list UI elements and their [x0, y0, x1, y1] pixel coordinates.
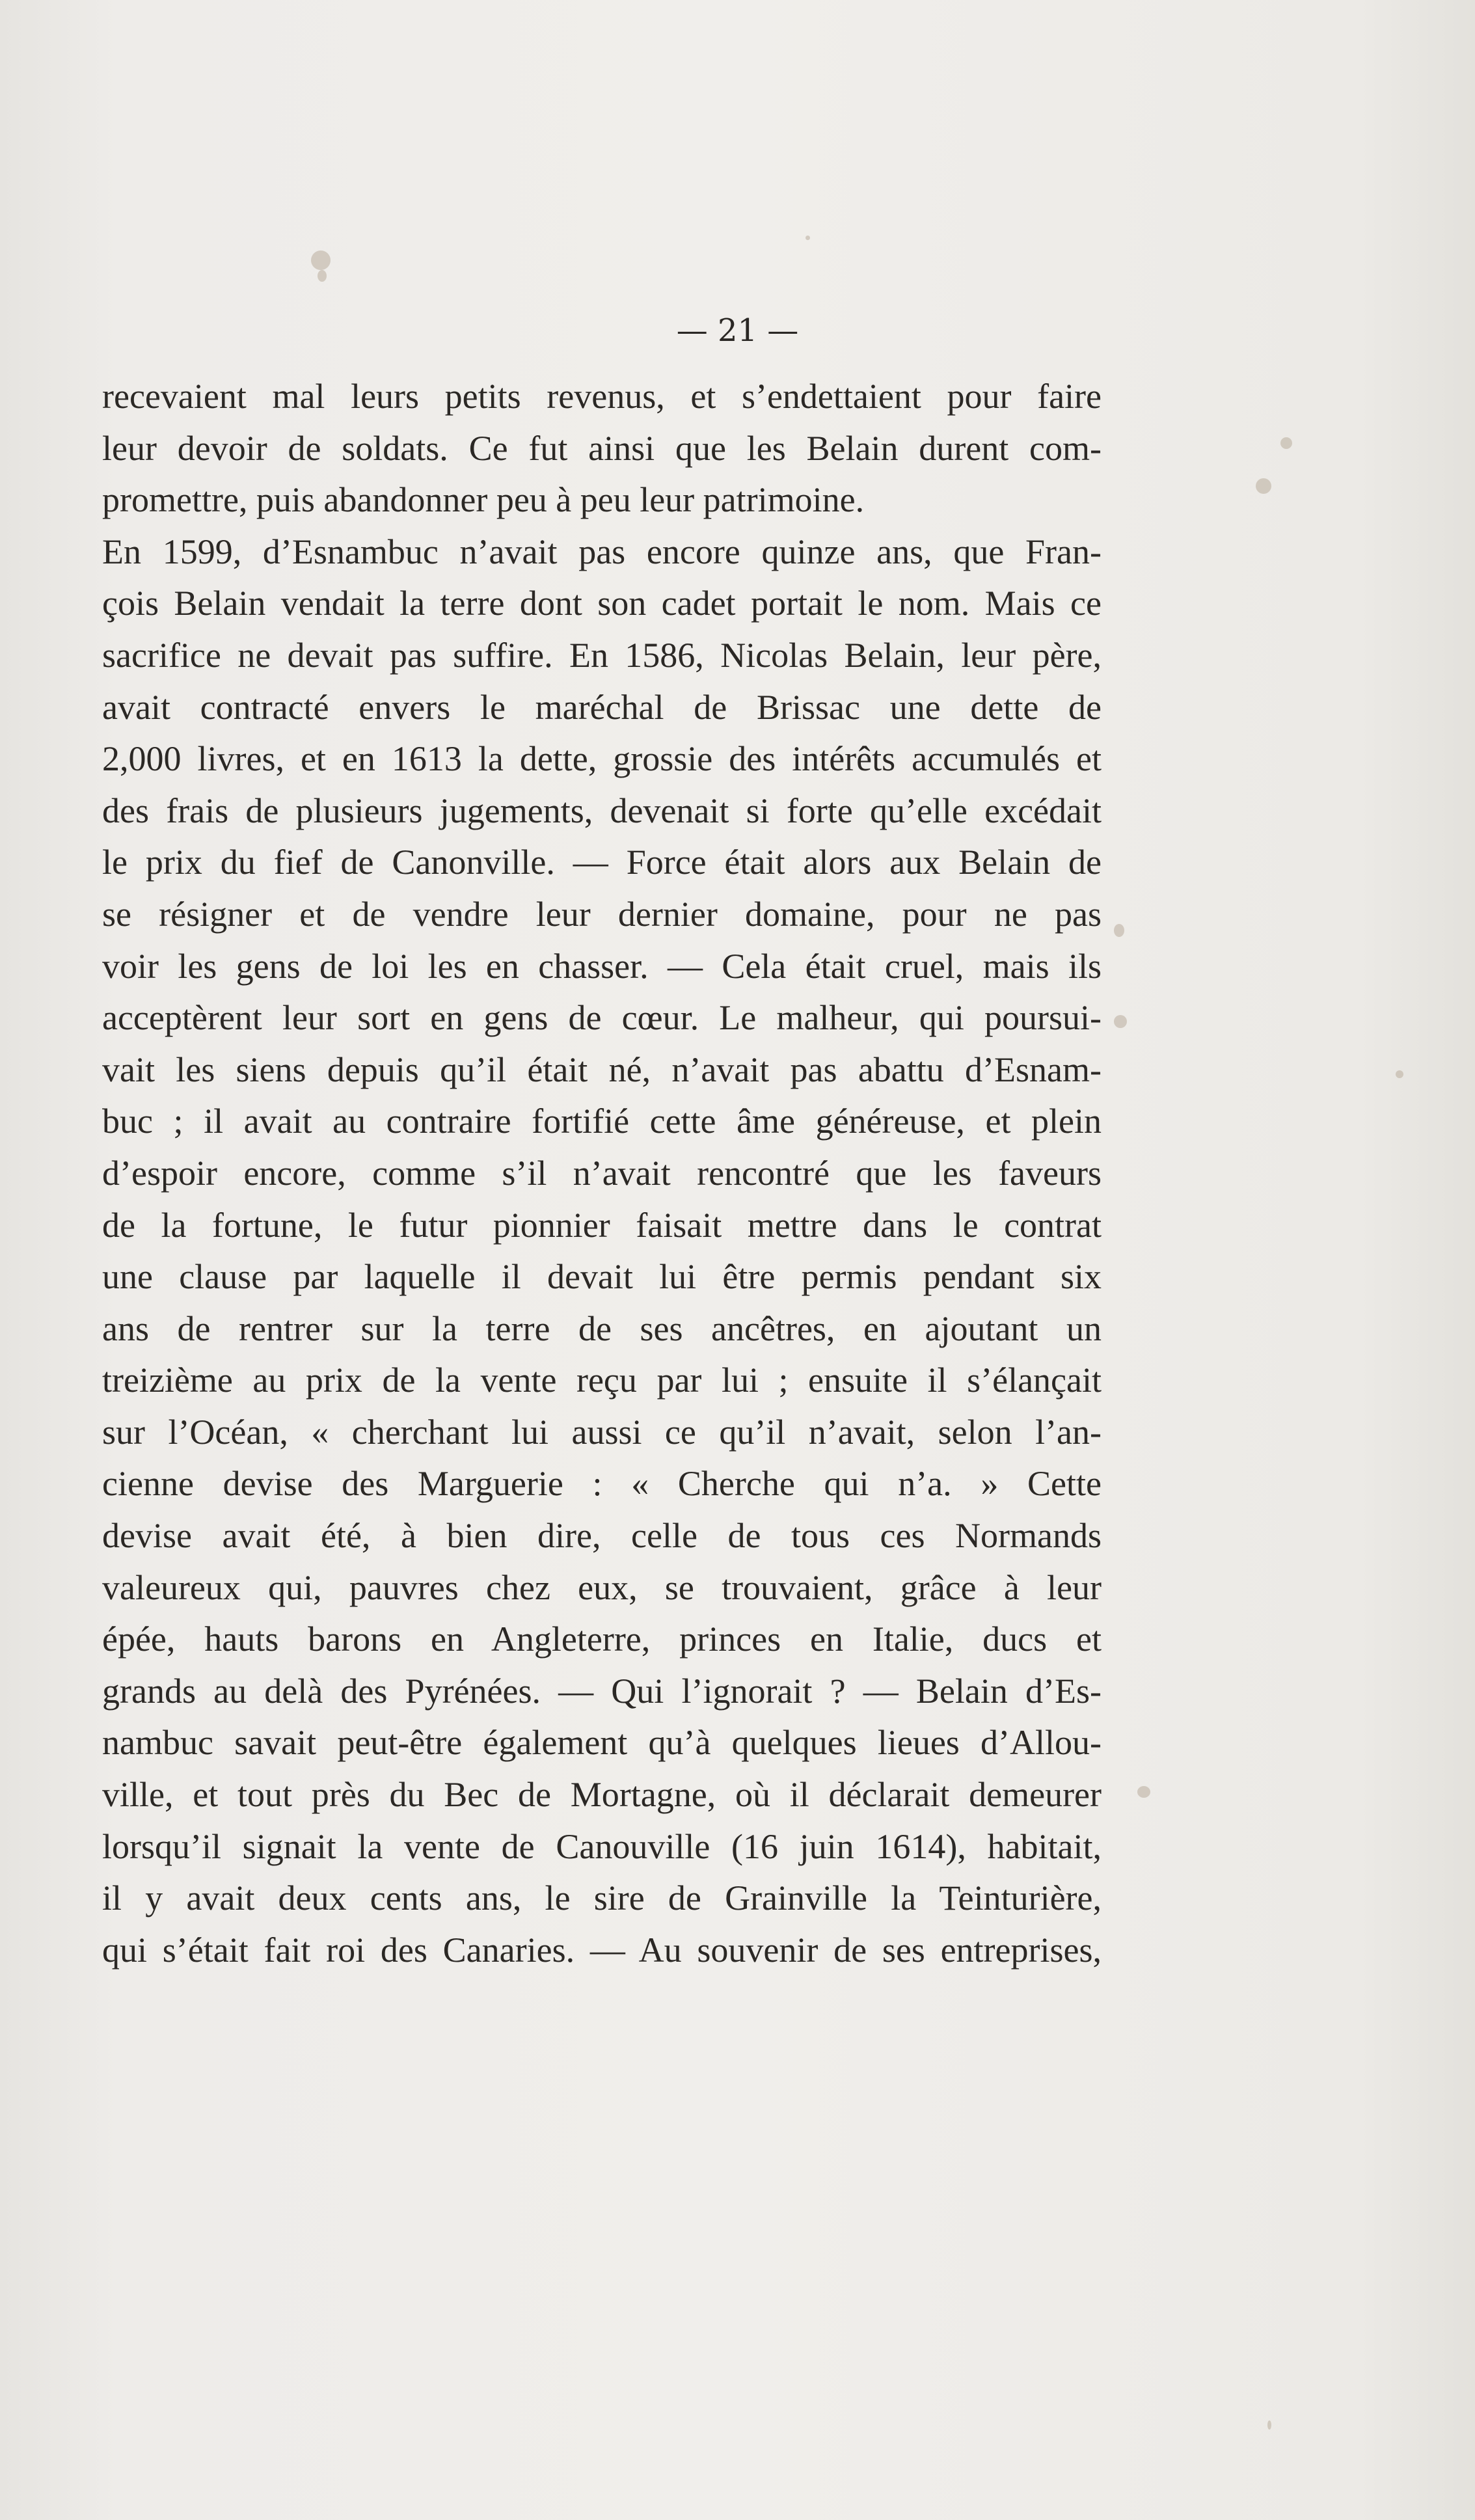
text-line: des frais de plusieurs jugements, devenait si forte qu’elle excédait [102, 791, 1102, 830]
text-line: nambuc savait peut-être également qu’à quelques lieues d’Allou- [102, 1723, 1102, 1763]
text-line: cienne devise des Marguerie : « Cherche qui n’a. » Cette [102, 1464, 1102, 1504]
foxing-spot [1396, 1070, 1403, 1078]
foxing-spot [318, 270, 327, 282]
text-line: lorsqu’il signait la vente de Canouville (16 juin 1614), habitait, [102, 1826, 1102, 1866]
text-line: voir les gens de loi les en chasser. — Cela était cruel, mais ils [102, 946, 1102, 986]
text-line: buc ; il avait au contraire fortifié cette âme généreuse, et plein [102, 1102, 1102, 1141]
text-line: qui s’était fait roi des Canaries. — Au souvenir de ses entreprises, [102, 1930, 1102, 1970]
text-line: En 1599, d’Esnambuc n’avait pas encore quinze ans, que Fran- [102, 532, 1102, 571]
foxing-spot [1256, 478, 1271, 494]
text-line: ans de rentrer sur la terre de ses ancêtres, en ajoutant un [102, 1308, 1102, 1348]
text-line: treizième au prix de la vente reçu par lui ; ensuite il s’élançait [102, 1361, 1102, 1400]
text-line: leur devoir de soldats. Ce fut ainsi que les Belain durent com- [102, 428, 1102, 468]
foxing-spot [805, 236, 810, 240]
text-line: sacrifice ne devait pas suffire. En 1586, Nicolas Belain, leur père, [102, 635, 1102, 675]
body-text [102, 371, 1102, 1976]
text-line: valeureux qui, pauvres chez eux, se trouvaient, grâce à leur [102, 1567, 1102, 1607]
text-line: çois Belain vendait la terre dont son cadet portait le nom. Mais ce [102, 584, 1102, 623]
text-line: sur l’Océan, « cherchant lui aussi ce qu’il n’avait, selon l’an- [102, 1412, 1102, 1452]
text-line: une clause par laquelle il devait lui être permis pendant six [102, 1257, 1102, 1297]
text-line: de la fortune, le futur pionnier faisait mettre dans le contrat [102, 1205, 1102, 1245]
text-line: avait contracté envers le maréchal de Brissac une dette de [102, 687, 1102, 727]
text-line: se résigner et de vendre leur dernier domaine, pour ne pas [102, 894, 1102, 934]
page-number: — 21 — [676, 312, 799, 349]
foxing-spot [311, 251, 331, 270]
foxing-spot [1280, 437, 1292, 449]
foxing-spot [1137, 1786, 1150, 1798]
text-line: devise avait été, à bien dire, celle de tous ces Normands [102, 1516, 1102, 1556]
text-line: vait les siens depuis qu’il était né, n’avait pas abattu d’Esnam- [102, 1050, 1102, 1089]
text-line: grands au delà des Pyrénées. — Qui l’ignorait ? — Belain d’Es- [102, 1671, 1102, 1711]
text-line: d’espoir encore, comme s’il n’avait rencontré que les faveurs [102, 1153, 1102, 1193]
text-line: épée, hauts barons en Angleterre, princes en Italie, ducs et [102, 1619, 1102, 1659]
foxing-spot [1114, 924, 1124, 937]
text-line: promettre, puis abandonner peu à peu leur patrimoine. [102, 480, 865, 520]
text-line: recevaient mal leurs petits revenus, et s’endettaient pour faire [102, 377, 1102, 416]
text-line: il y avait deux cents ans, le sire de Grainville la Teinturière, [102, 1878, 1102, 1918]
foxing-spot [1267, 2420, 1271, 2430]
text-line: le prix du fief de Canonville. — Force était alors aux Belain de [102, 843, 1102, 882]
text-line: 2,000 livres, et en 1613 la dette, grossie des intérêts accumulés et [102, 739, 1102, 779]
text-line: ville, et tout près du Bec de Mortagne, où il déclarait demeurer [102, 1775, 1102, 1815]
text-line: acceptèrent leur sort en gens de cœur. Le malheur, qui poursui- [102, 998, 1102, 1038]
foxing-spot [1114, 1015, 1127, 1028]
